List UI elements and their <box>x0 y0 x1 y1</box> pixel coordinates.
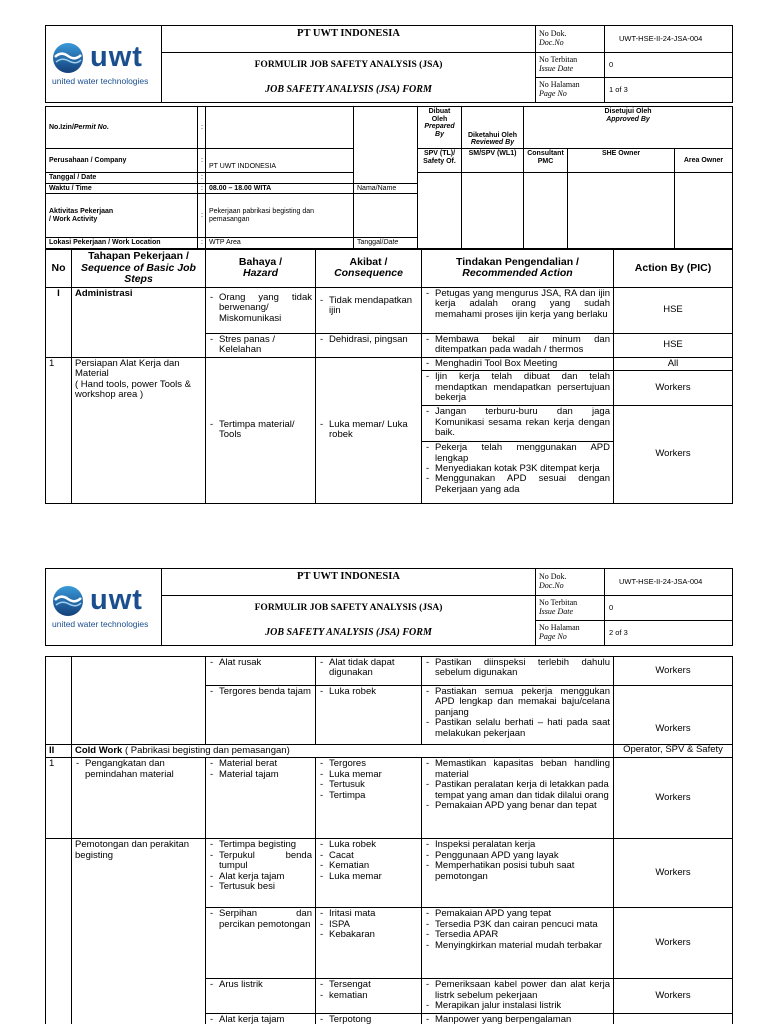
table-row: I Administrasi - Orang yang tidak berwenang/ Miskomunikasi - Tidak mendapatkan ijin - Petugas yang mengurus JSA, RA dan ijin kerja adalah orang yang sudah memahami proses ijin kerja yang berlaku HSE <box>46 287 733 333</box>
water-drop-icon <box>52 42 84 74</box>
form-title-en: JOB SAFETY ANALYSIS (JSA) FORM <box>162 621 536 646</box>
uwt-logo <box>49 42 158 86</box>
col-consequence: Akibat / Consequence <box>316 250 422 288</box>
company-value: PT UWT INDONESIA <box>206 149 354 173</box>
page-value: 1 of 3 <box>605 78 733 103</box>
jsa-table-page2 <box>45 656 733 1024</box>
uwt-logo <box>49 585 158 629</box>
consultant-header: Consultant PMC <box>524 149 568 173</box>
table-row: - Stres panas / Kelelahan - Dehidrasi, pingsan - Membawa bekal air minum dan ditempatkan pada wadah / thermos HSE <box>46 333 733 357</box>
permit-label: No.Izin/Permit No. <box>46 107 198 149</box>
table-row: - Jangan terburu-buru dan jaga Komunikasi sesama rekan kerja dengan baik. Workers <box>46 406 733 442</box>
prepared-sign-cell[interactable] <box>418 173 462 249</box>
issue-label: No Terbitan Issue Date <box>536 596 605 621</box>
form-title-en: JOB SAFETY ANALYSIS (JSA) FORM <box>162 78 536 103</box>
date2-label: Tanggal/Date <box>354 238 418 249</box>
time-value: 08.00 – 18.00 WITA <box>206 183 354 194</box>
form-title: FORMULIR JOB SAFETY ANALYSIS (JSA) <box>162 53 536 78</box>
permit-info-table: No.Izin/Permit No. : Dibuat Oleh Prepared By Diketahui Oleh Reviewed By Disetujui Oleh Approved By Perusahaan / Company : PT UWT INDONESIA SPV (TL)/ Safety Of. SM/SPV (WL1) Consultant PMC SHE Owner Area Owner Tanggal / Date : Waktu / Time : 08.00 – 18.00 WITA Nama/Name Aktivitas Pekerjaan / Work Activity : Pekerjaan pabrikasi begisting dan pemasangan Lokasi Pekerjaan / Work Location : WTP Area Tanggal/Date <box>45 106 733 249</box>
doc-no-label: No Dok. Doc.No <box>536 26 605 53</box>
table-row: - Ijin kerja telah dibuat dan telah mendaptkan mendapatkan persertujuan bekerja Workers <box>46 371 733 406</box>
column-header-row <box>46 250 733 288</box>
logo-tagline: united water technologies <box>52 75 149 86</box>
table-row: - Alat rusak - Alat tidak dapat digunakan - Pastikan diinspeksi terlebih dahulu sebelum digunakan Workers <box>46 657 733 686</box>
she-header: SHE Owner <box>568 149 675 173</box>
reviewed-by-header: Diketahui Oleh Reviewed By <box>462 107 524 149</box>
smspv-header: SM/SPV (WL1) <box>462 149 524 173</box>
col-steps: Tahapan Pekerjaan / Sequence of Basic Job Steps <box>72 250 206 288</box>
company-label: Perusahaan / Company <box>46 149 198 173</box>
table-row: - Tergores benda tajam - Luka robek - Pastiakan semua pekerja menggukan APD lengkap dan memakai baju/celana panjang - Pastikan selalu berhati – hati pada saat melakukan pekerjaan Workers <box>46 686 733 745</box>
document-header-page2 <box>45 568 733 646</box>
page-label: No Halaman Page No <box>536 78 605 103</box>
table-row: Pemotongan dan perakitan begisting - Tertimpa begisting - Terpukul benda tumpul - Alat kerja tajam - Tertusuk besi - Luka robek - Cacat - Kematian - Luka memar - Inspeksi peralatan kerja - Penggunaan APD yang layak - Memperhatikan posisi tubuh saat pemotongan Workers <box>46 839 733 908</box>
section-row: II Cold Work ( Pabrikasi begisting dan pemasangan) Operator, SPV & Safety <box>46 745 733 758</box>
location-value: WTP Area <box>206 238 354 249</box>
jsa-page-2 <box>45 568 732 1024</box>
consultant-sign-cell[interactable] <box>524 173 568 249</box>
area-owner-sign-cell[interactable] <box>675 173 733 249</box>
company-title: PT UWT INDONESIA <box>162 569 536 596</box>
activity-label: Aktivitas Pekerjaan / Work Activity <box>46 194 198 238</box>
issue-label: No Terbitan Issue Date <box>536 53 605 78</box>
table-row: - Alat kerja tajam - Terpotong - Manpower yang berpengalaman <box>46 1013 733 1024</box>
company-title: PT UWT INDONESIA <box>162 26 536 53</box>
water-drop-icon <box>52 585 84 617</box>
table-row: - Pekerja telah menggunakan APD lengkap - Menyediakan kotak P3K ditempat kerja - Menggunakan APD sesuai dengan Pekerjaan yang ada <box>46 442 733 504</box>
col-control: Tindakan Pengendalian / Recommended Action <box>422 250 614 288</box>
prepared-by-header: Dibuat Oleh Prepared By <box>418 107 462 149</box>
col-hazard: Bahaya / Hazard <box>206 250 316 288</box>
logo-tagline: united water technologies <box>52 618 149 629</box>
table-row: - Arus listrik - Tersengat - kematian - Pemeriksaan kabel power dan alat kerja listrk sebelum pekerjaan - Merapikan jalur instalasi listrik Workers <box>46 979 733 1013</box>
form-title: FORMULIR JOB SAFETY ANALYSIS (JSA) <box>162 596 536 621</box>
issue-value: 0 <box>605 53 733 78</box>
date-label: Tanggal / Date <box>46 173 198 184</box>
jsa-page-1 <box>45 25 732 504</box>
table-row: 1 - Pengangkatan dan pemindahan material - Material berat - Material tajam - Tergores - Luka memar - Tertusuk - Tertimpa - Memastikan kapasitas beban handling material - Pastikan peralatan kerja di letakkan pada tempat yang aman dan tidak dilalui orang - Pemakaian APD yang benar dan tepat Workers <box>46 758 733 839</box>
date-value[interactable] <box>206 173 354 184</box>
page-label: No Halaman Page No <box>536 621 605 646</box>
doc-no-value: UWT-HSE-II-24-JSA-004 <box>605 26 733 53</box>
name-label: Nama/Name <box>354 183 418 194</box>
reviewed-sign-cell[interactable] <box>462 173 524 249</box>
document-header <box>45 25 733 103</box>
time-label: Waktu / Time <box>46 183 198 194</box>
table-row: 1 Persiapan Alat Kerja dan Material ( Hand tools, power Tools & workshop area ) - Tertimpa material/ Tools - Luka memar/ Luka robek - Menghadiri Tool Box Meeting All <box>46 357 733 370</box>
doc-no-label: No Dok. Doc.No <box>536 569 605 596</box>
logo-wordmark: uwt <box>90 584 143 617</box>
issue-value: 0 <box>605 596 733 621</box>
jsa-table-page1 <box>45 249 733 504</box>
logo-wordmark: uwt <box>90 41 143 74</box>
col-no: No <box>46 250 72 288</box>
approved-by-header: Disetujui Oleh Approved By <box>524 107 733 149</box>
doc-no-value: UWT-HSE-II-24-JSA-004 <box>605 569 733 596</box>
page-value: 2 of 3 <box>605 621 733 646</box>
logo-cell <box>46 26 162 103</box>
area-owner-header: Area Owner <box>675 149 733 173</box>
logo-cell <box>46 569 162 646</box>
location-label: Lokasi Pekerjaan / Work Location <box>46 238 198 249</box>
activity-value: Pekerjaan pabrikasi begisting dan pemasangan <box>206 194 354 238</box>
col-pic: Action By (PIC) <box>614 250 733 288</box>
permit-value[interactable] <box>206 107 354 149</box>
spv-header: SPV (TL)/ Safety Of. <box>418 149 462 173</box>
she-sign-cell[interactable] <box>568 173 675 249</box>
table-row: - Serpihan dan percikan pemotongan - Iritasi mata - ISPA - Kebakaran - Pemakaian APD yang tepat - Tersedia P3K dan cairan pencuci mata - Tersedia APAR - Menyingkirkan material mudah terbakar Workers <box>46 908 733 979</box>
